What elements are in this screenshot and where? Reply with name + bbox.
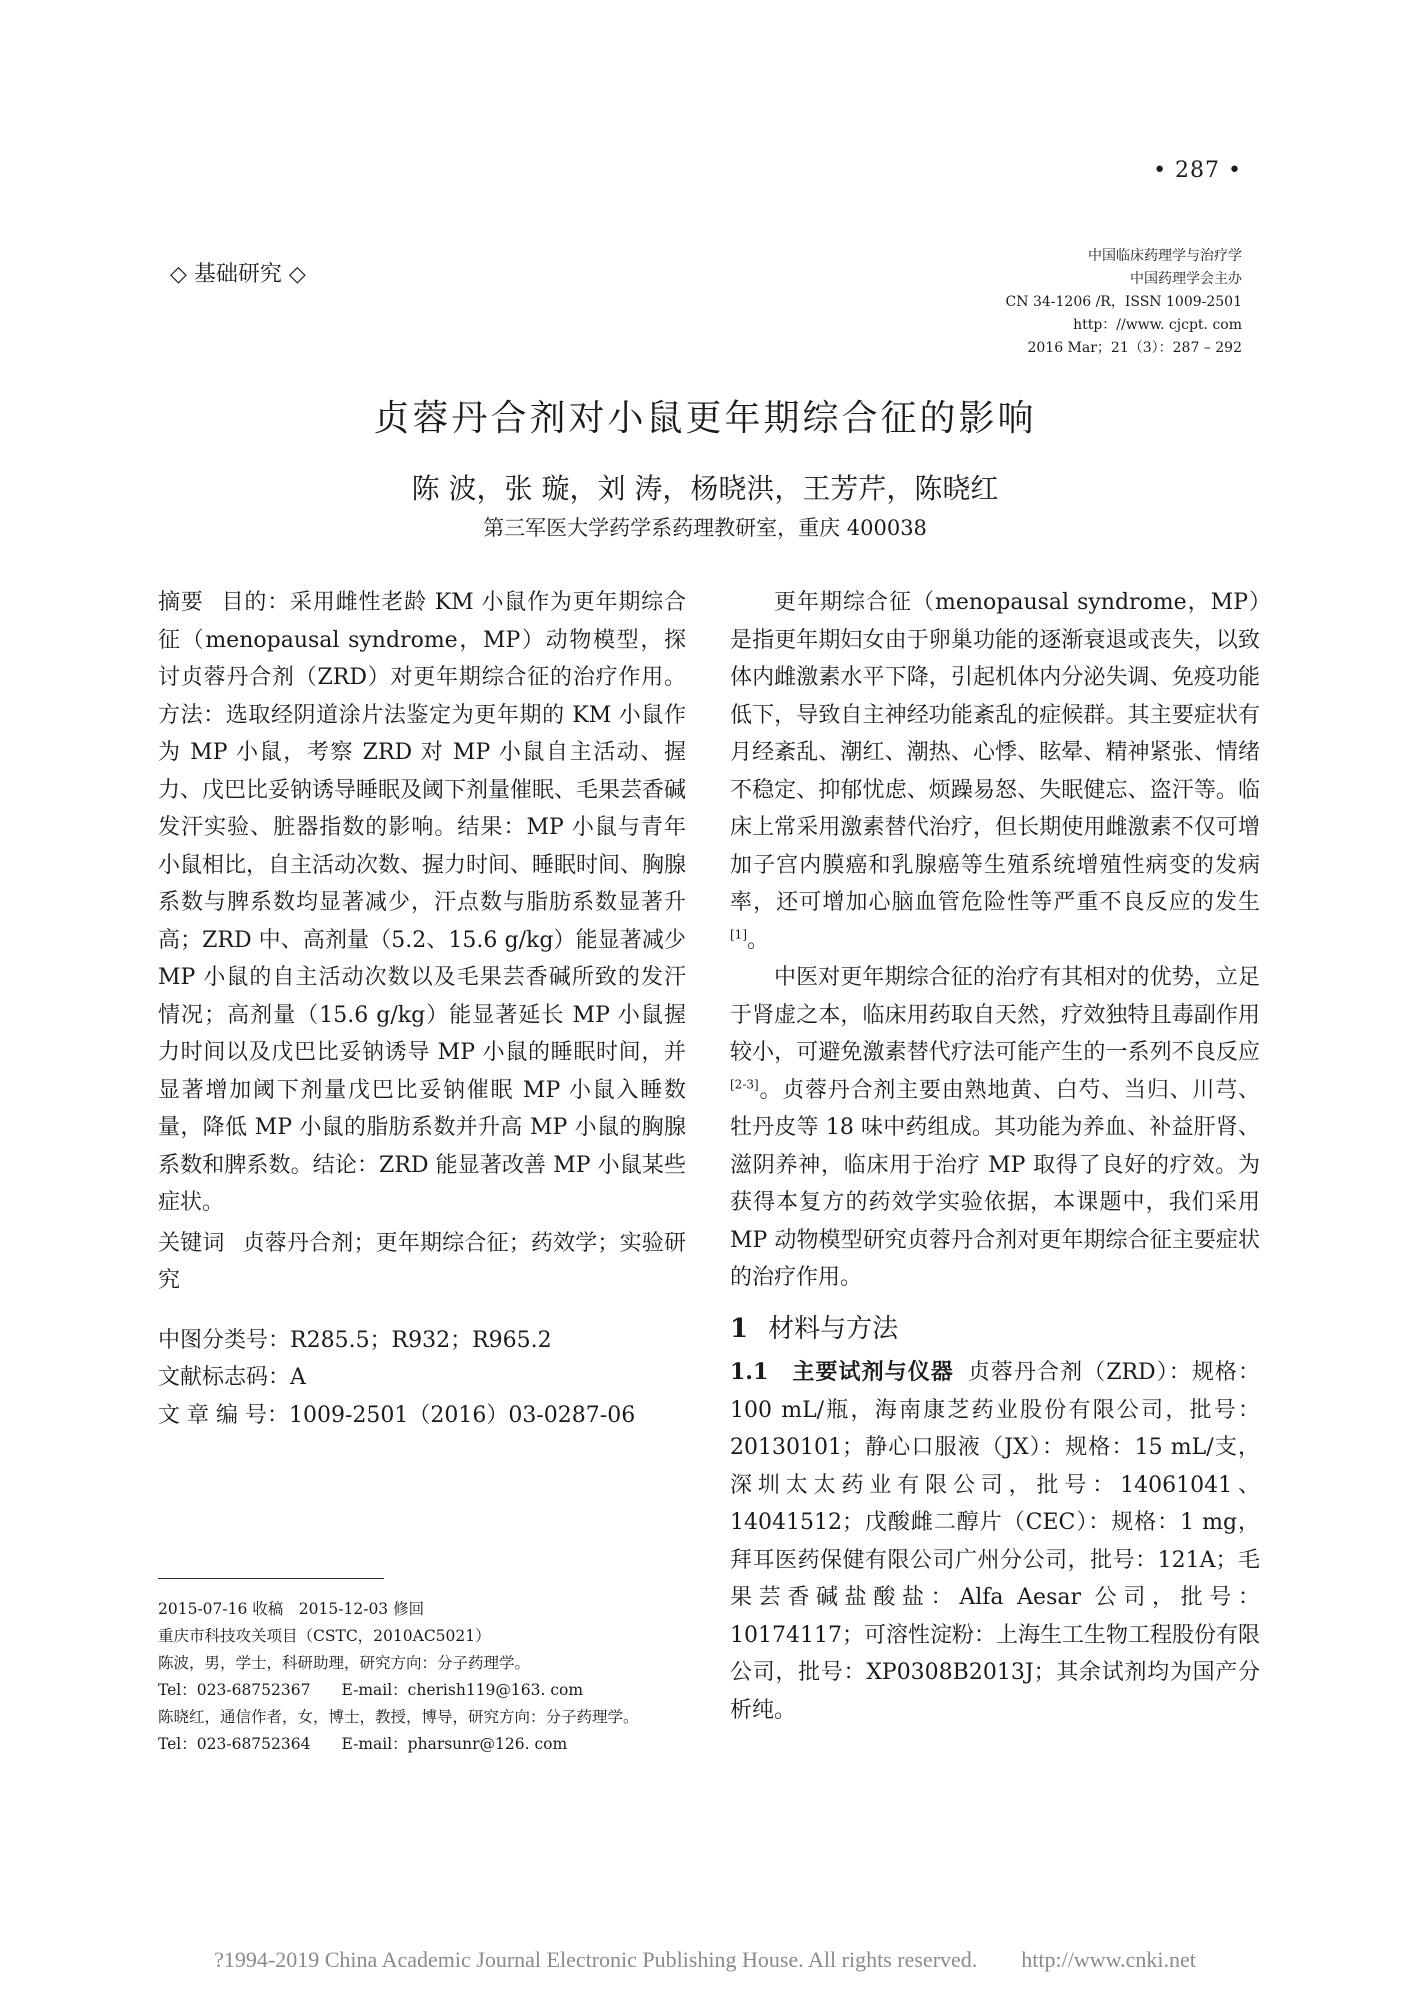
keywords-label: 关键词 [158,1230,225,1256]
right-column [730,584,1260,1729]
abstract [158,584,686,1222]
article-title: 贞蓉丹合剂对小鼠更年期综合征的影响 [373,398,1037,439]
citation-1: [1] [730,927,747,942]
document-code-value: A [290,1365,306,1390]
abstract-text: 目的：采用雌性老龄 KM 小鼠作为更年期综合征（menopausal syndrome，MP）动物模型，探讨贞蓉丹合剂（ZRD）对更年期综合征的治疗作用。方法：选取经阴道涂片法鉴定为更年期的 KM 小鼠作为 MP 小鼠，考察 ZRD 对 MP 小鼠自主活动、握力、戊巴比妥钠诱导睡眠及阈下剂量催眠、毛果芸香碱发汗实验、脏器指数的影响。结果：MP 小鼠与青年小鼠相比，自主活动次数、握力时间、睡眠时间、胸腺系数与脾系数均显著减少，汗点数与脂肪系数显著升高；ZRD 中、高剂量（5.2、15.6 g/kg）能显著减少 MP 小鼠的自主活动次数以及毛果芸香碱所致的发汗情况；高剂量（15.6 g/kg）能显著延长 MP 小鼠握力时间以及戊巴比妥钠诱导 MP 小鼠的睡眠时间，并显著增加阈下剂量戊巴比妥钠催眠 MP 小鼠入睡数量，降低 MP 小鼠的脂肪系数并升高 MP 小鼠的胸腺系数和脾系数。结论：ZRD 能显著改善 MP 小鼠某些症状。 [158,590,687,1215]
clc-number [158,1322,686,1360]
intro-paragraph-1-text: 更年期综合征（menopausal syndrome，MP）是指更年期妇女由于卵巢功能的逐渐衰退或丧失，以致体内雌激素水平下降，引起机体内分泌失调、免疫功能低下，导致自主神经功能紊乱的症候群。其主要症状有月经紊乱、潮红、潮热、心悸、眩晕、精神紧张、情绪不稳定、抑郁忧虑、烦躁易怒、失眠健忘、盗汗等。临床上常采用激素替代治疗，但长期使用雌激素不仅可增加子宫内膜癌和乳腺癌等生殖系统增殖性病变的发病率，还可增加心脑血管危险性等严重不良反应的发生 [730,590,1260,915]
clc-label: 中图分类号： [158,1327,291,1353]
document-code [158,1359,686,1397]
footnotes [158,1596,698,1758]
footnote-funding: 重庆市科技攻关项目（CSTC，2010AC5021） [158,1627,491,1645]
journal-info [1006,245,1242,360]
keywords-text: 贞蓉丹合剂；更年期综合征；药效学；实验研究 [158,1230,686,1293]
citation-2-3: [2-3] [730,1077,759,1092]
journal-issue: 2016 Mar；21（3）：287 – 292 [1027,340,1242,356]
page-number: • 287 • [1153,158,1242,183]
article-id-label: 文 章 编 号： [158,1402,289,1428]
intro-paragraph-1-end: 。 [747,927,770,953]
keywords [158,1225,686,1300]
journal-url: http：//www. cjcpt. com [1073,317,1242,333]
subsection-1-1 [730,1354,1260,1729]
article-affiliation: 第三军医大学药学系药理教研室，重庆 400038 [483,516,927,540]
subsection-text: 贞蓉丹合剂（ZRD）：规格：100 mL/瓶，海南康芝药业股份有限公司，批号：20130101；静心口服液（JX）：规格：15 mL/支，深圳太太药业有限公司，批号：14061041、14041512；戊酸雌二醇片（CEC）：规格：1 mg，拜耳医药保健有限公司广州分公司，批号：121A；毛果芸香碱盐酸盐：Alfa Aesar 公司，批号：10174117；可溶性淀粉：上海生工生物工程股份有限公司，批号：XP0308B2013J；其余试剂均为国产分析纯。 [730,1360,1260,1723]
subsection-label: 1.1 主要试剂与仪器 [730,1359,954,1385]
footnote-rule [158,1578,384,1579]
section-number: 1 [730,1313,749,1344]
column-tag: ◇ 基础研究 ◇ [170,262,306,287]
copyright-watermark: ?1994-2019 China Academic Journal Electronic Publishing House. All rights reserved. http://www.cnki.net [214,1947,1196,1972]
footnote-author1: 陈波，男，学士，科研助理，研究方向：分子药理学。 [158,1654,531,1672]
article-authors: 陈 波，张 璇，刘 涛，杨晓洪，王芳芹，陈晓红 [411,472,999,505]
clc-value: R285.5；R932；R965.2 [290,1327,552,1353]
document-code-label: 文献标志码： [158,1365,291,1390]
article-id [158,1397,686,1435]
journal-name: 中国临床药理学与治疗学 [1088,248,1242,264]
footnote-author2-contact: Tel：023-68752364 E-mail：pharsunr@126. com [158,1735,568,1753]
classification-block [158,1322,686,1435]
footnote-author2: 陈晓红，通信作者，女，博士，教授，博导，研究方向：分子药理学。 [158,1708,639,1726]
footnote-author1-contact: Tel：023-68752367 E-mail：cherish119@163. com [158,1681,584,1699]
section-heading [730,1311,1260,1349]
article-id-value: 1009-2501（2016）03-0287-06 [288,1402,636,1428]
section-title: 材料与方法 [768,1313,899,1344]
intro-paragraph-2-text-a: 中医对更年期综合征的治疗有其相对的优势，立足于肾虚之本，临床用药取自天然，疗效独特且毒副作用较小，可避免激素替代疗法可能产生的一系列不良反应 [730,965,1260,1065]
intro-paragraph-2-text-b: 。贞蓉丹合剂主要由熟地黄、白芍、当归、川芎、牡丹皮等 18 味中药组成。其功能为养血、补益肝肾、滋阴养神，临床用于治疗 MP 取得了良好的疗效。为获得本复方的药效学实验依据，本课题中，我们采用 MP 动物模型研究贞蓉丹合剂对更年期综合征主要症状的治疗作用。 [730,1077,1260,1290]
abstract-label: 摘要 [158,590,204,615]
left-column [158,584,686,1434]
journal-issn: CN 34-1206 /R，ISSN 1009-2501 [1005,294,1242,310]
intro-paragraph-2 [730,959,1260,1297]
journal-sponsor: 中国药理学会主办 [1130,271,1242,287]
intro-paragraph-1 [730,584,1260,959]
footnote-dates: 2015-07-16 收稿 2015-12-03 修回 [158,1600,425,1618]
